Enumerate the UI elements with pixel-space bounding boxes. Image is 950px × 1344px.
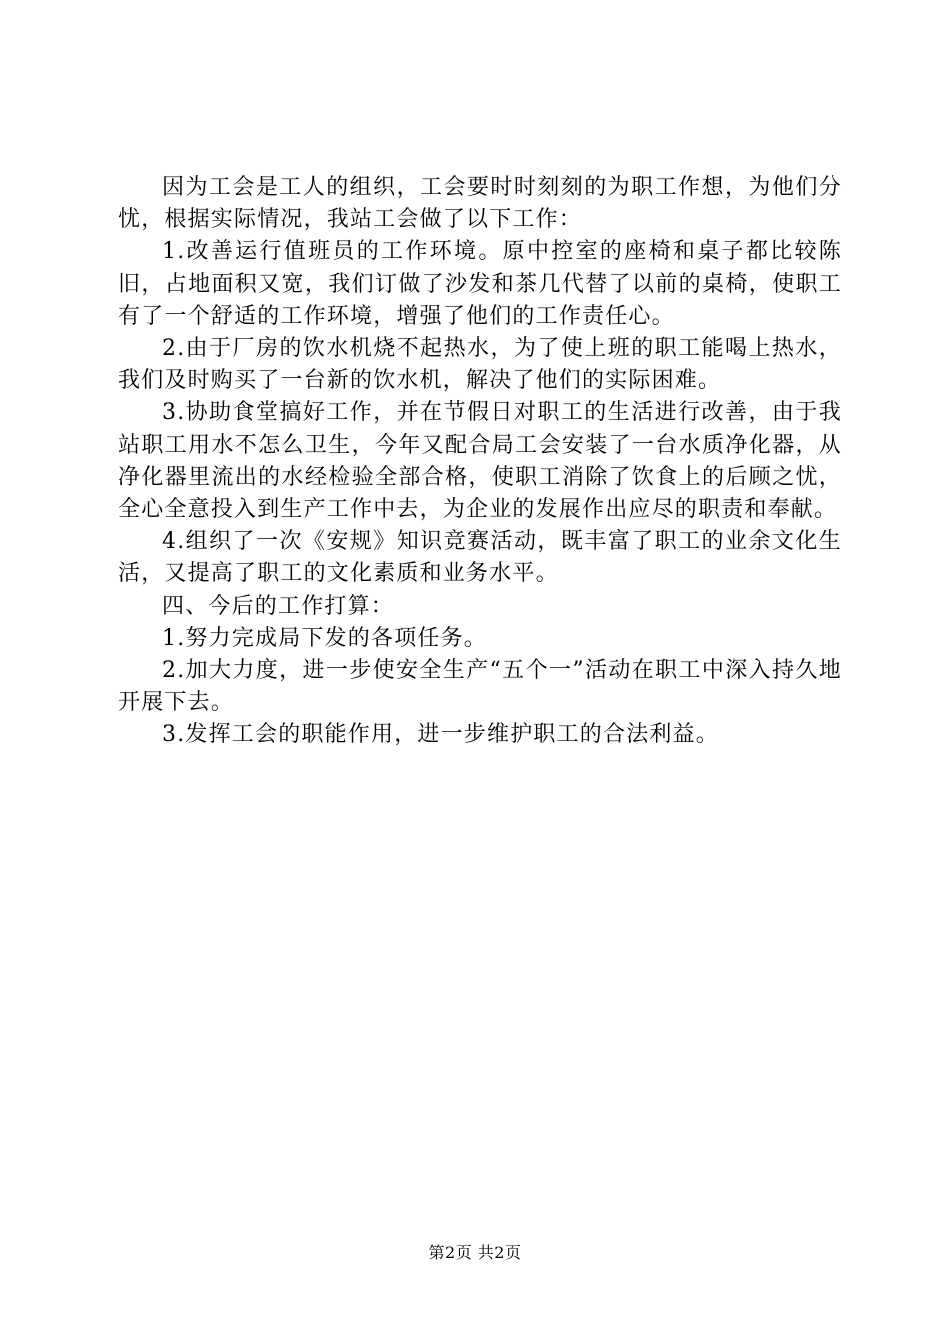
intro-paragraph: 因为工会是工人的组织，工会要时时刻刻的为职工作想，为他们分忧，根据实际情况，我站工会做了以下工作： [118,175,842,233]
page-footer: 第2页 共2页 [428,1243,522,1262]
item-1-paragraph: 1.改善运行值班员的工作环境。原中控室的座椅和桌子都比较陈旧，占地面积又宽，我们订做了沙发和茶几代替了以前的桌椅，使职工有了一个舒适的工作环境，增强了他们的工作责任心。 [118,239,842,329]
document-body [118,172,842,752]
section-heading-future-plans: 四、今后的工作打算： [162,593,395,619]
item-4-paragraph: 4.组织了一次《安规》知识竞赛活动，既丰富了职工的业余文化生活，又提高了职工的文化素质和业务水平。 [118,529,842,587]
plan-3-paragraph: 3.发挥工会的职能作用，进一步维护职工的合法利益。 [162,722,719,748]
plan-2-paragraph: 2.加大力度，进一步使安全生产“五个一”活动在职工中深入持久地开展下去。 [118,658,842,716]
item-3-paragraph: 3.协助食堂搞好工作，并在节假日对职工的生活进行改善，由于我站职工用水不怎么卫生，今年又配合局工会安装了一台水质净化器，从净化器里流出的水经检验全部合格，使职工消除了饮食上的后顾之忧，全心全意投入到生产工作中去，为企业的发展作出应尽的职责和奉献。 [118,400,842,523]
item-2-paragraph: 2.由于厂房的饮水机烧不起热水，为了使上班的职工能喝上热水，我们及时购买了一台新的饮水机，解决了他们的实际困难。 [118,336,842,394]
plan-1-paragraph: 1.努力完成局下发的各项任务。 [162,625,487,651]
